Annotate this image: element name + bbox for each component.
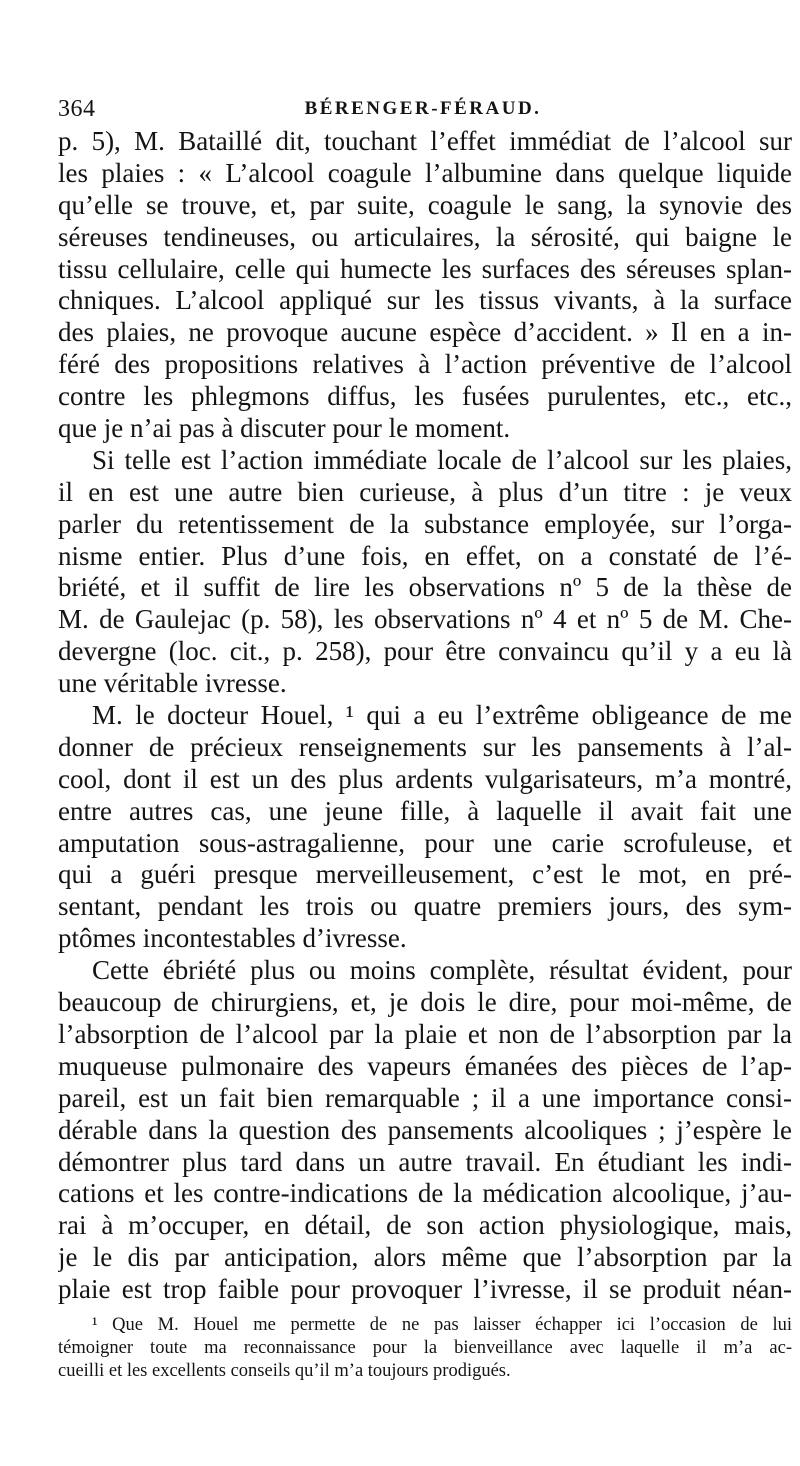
text-line: contre les phlegmons diffus, les fusées purulentes, etc., etc., — [58, 381, 792, 412]
text-line: Cette ébriété plus ou moins complète, résultat évident, pour — [92, 955, 792, 986]
text-line: cations et les contre-indications de la médication alcoolique, j’au- — [58, 1178, 792, 1209]
text-line: séreuses tendineuses, ou articulaires, la sérosité, qui baigne le — [58, 221, 792, 252]
body-text — [58, 126, 792, 1306]
text-line: une véritable ivresse. — [58, 668, 287, 699]
footnote-line: cueilli et les excellents conseils qu’il m’a toujours prodigués. — [58, 1361, 511, 1381]
text-line: muqueuse pulmonaire des vapeurs émanées des pièces de l’ap- — [58, 1050, 792, 1081]
text-line: tissu cellulaire, celle qui humecte les surfaces des séreuses splan- — [58, 253, 792, 284]
text-line: plaie est trop faible pour provoquer l’ivresse, il se produit néan- — [58, 1274, 792, 1305]
text-line: les plaies : « L’alcool coagule l’albumine dans quelque liquide — [58, 157, 792, 188]
text-line: beaucoup de chirurgiens, et, je dois le dire, pour moi-même, de — [58, 987, 792, 1018]
text-line: je le dis par anticipation, alors même que l’absorption par la — [58, 1242, 792, 1273]
text-line: démontrer plus tard dans un autre travail. En étudiant les indi- — [58, 1146, 792, 1177]
text-line: que je n’ai pas à discuter pour le moment. — [58, 413, 511, 444]
text-line: il en est une autre bien curieuse, à plus d’un titre : je veux — [58, 476, 792, 507]
text-line: rai à m’occuper, en détail, de son action physiologique, mais, — [58, 1210, 792, 1241]
text-line: M. de Gaulejac (p. 58), les observations nº 4 et nº 5 de M. Che- — [58, 604, 792, 635]
text-line: donner de précieux renseignements sur les pansements à l’al- — [58, 731, 792, 762]
text-line: Si telle est l’action immédiate locale de l’alcool sur les plaies, — [92, 444, 792, 475]
text-line: nisme entier. Plus d’une fois, en effet, on a constaté de l’é- — [58, 540, 792, 571]
text-line: l’absorption de l’alcool par la plaie et non de l’absorption par la — [58, 1018, 792, 1049]
text-line: entre autres cas, une jeune fille, à laquelle il avait fait une — [58, 795, 792, 826]
page-header — [58, 96, 788, 126]
text-line: briété, et il suffit de lire les observations nº 5 de la thèse de — [58, 572, 792, 603]
text-line: qu’elle se trouve, et, par suite, coagule le sang, la synovie des — [58, 189, 792, 220]
text-line: pareil, est un fait bien remarquable ; il a une importance consi- — [58, 1082, 792, 1113]
text-line: féré des propositions relatives à l’action préventive de l’alcool — [58, 349, 792, 380]
footnotes — [58, 1314, 792, 1383]
text-line: cool, dont il est un des plus ardents vulgarisateurs, m’a montré, — [58, 763, 792, 794]
text-line: parler du retentissement de la substance employée, sur l’orga- — [58, 508, 792, 539]
footnote-line: témoigner toute ma reconnaissance pour la bienveillance avec laquelle il m’a ac- — [58, 1338, 792, 1358]
text-line: qui a guéri presque merveilleusement, c’est le mot, en pré- — [58, 859, 792, 890]
page-number: 364 — [58, 96, 96, 122]
text-line: dérable dans la question des pansements alcooliques ; j’espère le — [58, 1114, 792, 1145]
text-line: sentant, pendant les trois ou quatre premiers jours, des sym- — [58, 891, 792, 922]
text-line: devergne (loc. cit., p. 258), pour être convaincu qu’il y a eu là — [58, 636, 792, 667]
text-line: ptômes incontestables d’ivresse. — [58, 923, 407, 954]
text-line: p. 5), M. Bataillé dit, touchant l’effet immédiat de l’alcool sur — [58, 126, 792, 156]
text-line: amputation sous-astragalienne, pour une carie scrofuleuse, et — [58, 827, 792, 858]
text-line: des plaies, ne provoque aucune espèce d’accident. » Il en a in- — [58, 317, 792, 348]
running-head: BÉRENGER-FÉRAUD. — [304, 98, 542, 119]
footnote-line: ¹ Que M. Houel me permette de ne pas laisser échapper ici l’occasion de lui — [92, 1315, 792, 1335]
text-line: M. le docteur Houel, ¹ qui a eu l’extrême obligeance de me — [92, 700, 792, 731]
text-line: chniques. L’alcool appliqué sur les tissus vivants, à la surface — [58, 285, 792, 316]
